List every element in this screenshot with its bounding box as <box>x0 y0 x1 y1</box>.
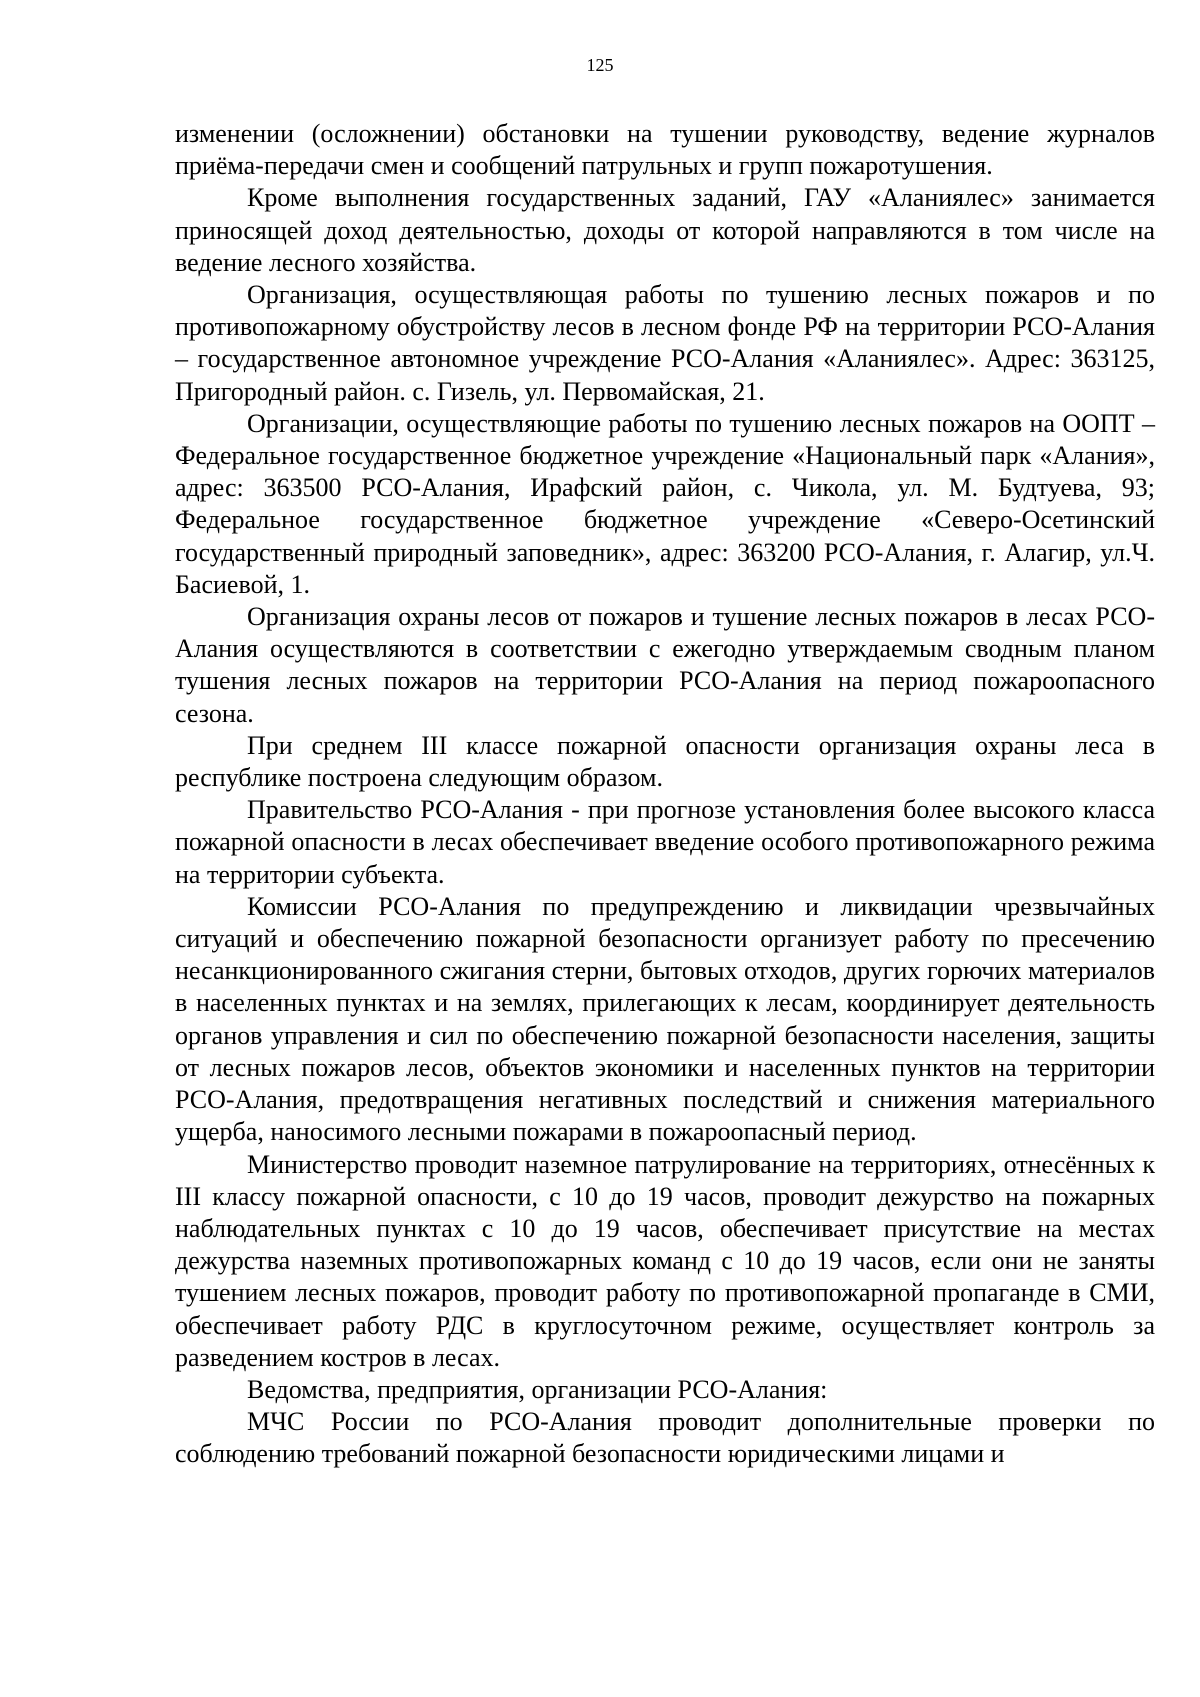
paragraph-commission: Комиссии РСО-Алания по предупреждению и ликвидации чрезвычайных ситуаций и обеспечению пожарной безопасности организует работу по пресечению несанкционированного сжигания стерни, бытовых отходов, других горючих материалов в населенных пунктах и на землях, прилегающих к лесам, координирует деятельность органов управления и сил по обеспечению пожарной безопасности населения, защиты от лесных пожаров лесов, объектов экономики и населенных пунктов на территории РСО-Алания, предотвращения негативных последствий и снижения материального ущерба, наносимого лесными пожарами в пожароопасный период. <box>175 891 1155 1147</box>
paragraph-emergency-ministry: МЧС России по РСО-Алания проводит дополнительные проверки по соблюдению требований пожарной безопасности юридическими лицами и <box>175 1407 1155 1469</box>
document-body <box>175 118 1155 1471</box>
paragraph-forest-protection-plan: Организация охраны лесов от пожаров и тушение лесных пожаров в лесах РСО-Алания осуществляются в соответствии с ежегодно утверждаемым сводным планом тушения лесных пожаров на территории РСО-Алания на период пожароопасного сезона. <box>175 602 1155 728</box>
paragraph-protected-areas: Организации, осуществляющие работы по тушению лесных пожаров на ООПТ – Федеральное государственное бюджетное учреждение «Национальный парк «Алания», адрес: 363500 РСО-Алания, Ирафский район, с. Чикола, ул. М. Будтуева, 93; Федеральное государственное бюджетное учреждение «Северо-Осетинский государственный природный заповедник», адрес: 363200 РСО-Алания, г. Алагир, ул.Ч. Басиевой, 1. <box>175 408 1155 599</box>
paragraph-ministry: Министерство проводит наземное патрулирование на территориях, отнесённых к III классу пожарной опасности, с 10 до 19 часов, проводит дежурство на пожарных наблюдательных пунктах с 10 до 19 часов, обеспечивает присутствие на местах дежурства наземных противопожарных команд с 10 до 19 часов, если они не заняты тушением лесных пожаров, проводит работу по противопожарной пропаганде в СМИ, обеспечивает работу РДС в круглосуточном режиме, осуществляет контроль за разведением костров в лесах. <box>175 1149 1155 1372</box>
paragraph-fire-class-iii: При среднем III классе пожарной опасности организация охраны леса в республике построена следующим образом. <box>175 730 1155 793</box>
page-number: 125 <box>586 55 614 75</box>
paragraph-government: Правительство РСО-Алания - при прогнозе установления более высокого класса пожарной опасности в лесах обеспечивает введение особого противопожарного режима на территории субъекта. <box>175 795 1155 889</box>
paragraph-firefighting-organization: Организация, осуществляющая работы по тушению лесных пожаров и по противопожарному обустройству лесов в лесном фонде РФ на территории РСО-Алания – государственное автономное учреждение РСО-Алания «Аланиялес». Адрес: 363125, Пригородный район. с. Гизель, ул. Первомайская, 21. <box>175 280 1155 406</box>
paragraph-income-activity: Кроме выполнения государственных заданий, ГАУ «Аланиялес» занимается приносящей доход деятельностью, доходы от которой направляются в том числе на ведение лесного хозяйства. <box>175 183 1155 277</box>
paragraph-agencies: Ведомства, предприятия, организации РСО-Алания: <box>247 1374 828 1404</box>
paragraph-continuation: изменении (осложнении) обстановки на тушении руководству, ведение журналов приёма-передачи смен и сообщений патрульных и групп пожаротушения. <box>175 119 1155 181</box>
